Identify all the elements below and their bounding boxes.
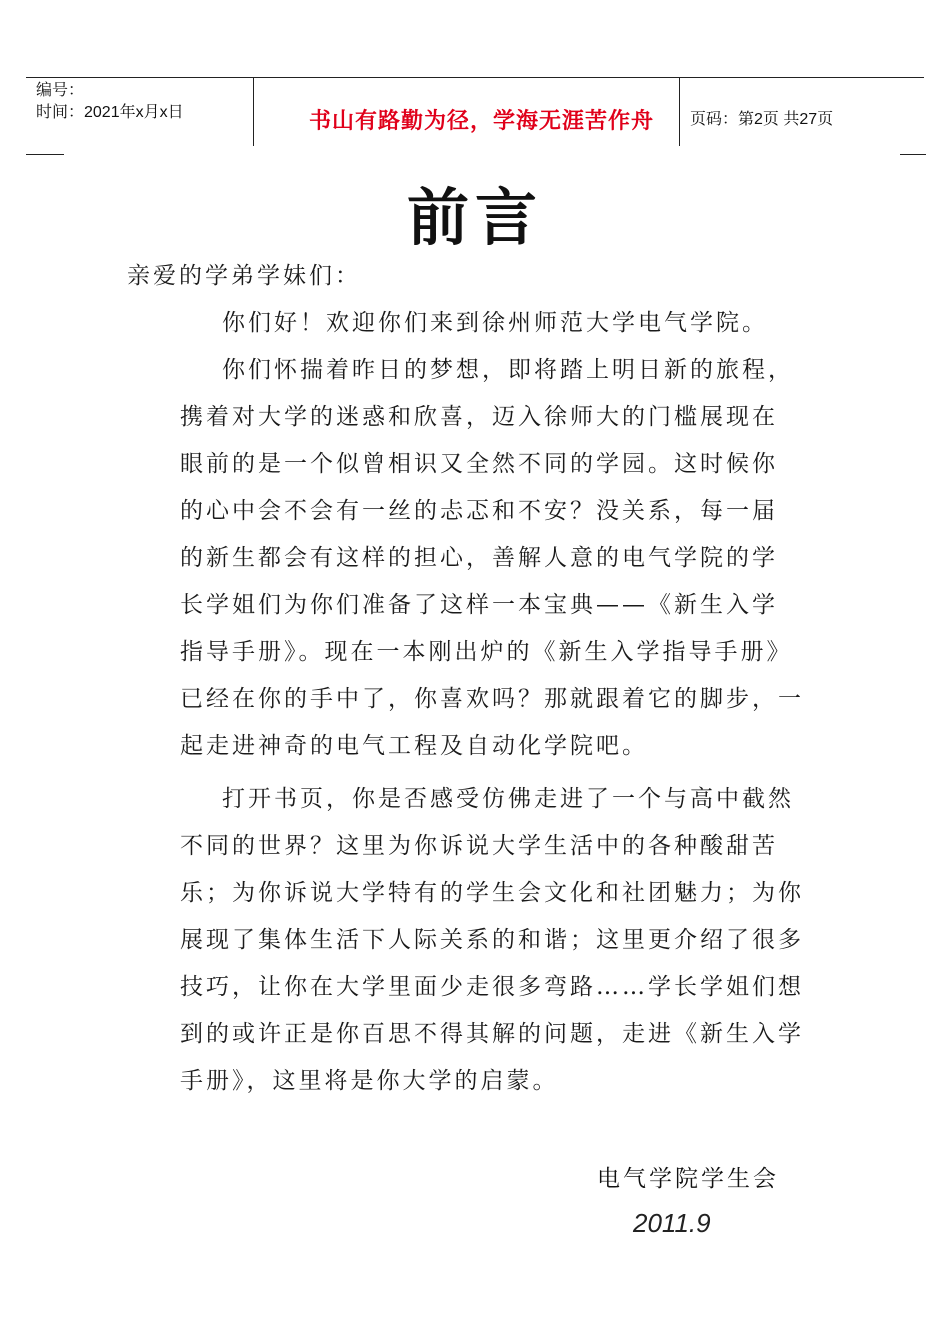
page-title: 前言 bbox=[406, 181, 543, 254]
body-line: 到的或许正是你百思不得其解的问题，走进《新生入学 bbox=[180, 1021, 804, 1047]
body-line: 手册》，这里将是你大学的启蒙。 bbox=[180, 1068, 559, 1094]
body-line: 打开书页，你是否感受仿佛走进了一个与高中截然 bbox=[222, 786, 794, 812]
signature: 电气学院学生会 bbox=[597, 1166, 779, 1192]
signature-date: 2011.9 bbox=[633, 1208, 711, 1238]
header-bar bbox=[26, 77, 924, 145]
body-line: 起走进神奇的电气工程及自动化学院吧。 bbox=[180, 733, 648, 759]
header-rule-right bbox=[900, 154, 926, 155]
body-line: 你们怀揣着昨日的梦想，即将踏上明日新的旅程， bbox=[222, 357, 794, 383]
body-line: 技巧，让你在大学里面少走很多弯路……学长学姐们想 bbox=[180, 974, 804, 1000]
body-line: 已经在你的手中了，你喜欢吗？那就跟着它的脚步，一 bbox=[180, 686, 804, 712]
body-line: 不同的世界？这里为你诉说大学生活中的各种酸甜苦 bbox=[180, 833, 778, 859]
header-motto: 书山有路勤为径，学海无涯苦作舟 bbox=[308, 109, 654, 134]
body-line: 眼前的是一个似曾相识又全然不同的学园。这时候你 bbox=[180, 451, 778, 477]
body-line: 展现了集体生活下人际关系的和谐；这里更介绍了很多 bbox=[180, 927, 804, 953]
number-label: 编号： bbox=[36, 82, 85, 99]
body-line: 携着对大学的迷惑和欣喜，迈入徐师大的门槛展现在 bbox=[180, 404, 778, 430]
body-line: 的新生都会有这样的担心，善解人意的电气学院的学 bbox=[180, 545, 778, 571]
greeting: 亲爱的学弟学妹们： bbox=[127, 263, 361, 289]
header-rule-left bbox=[26, 154, 64, 155]
body-line: 指导手册》。现在一本刚出炉的《新生入学指导手册》 bbox=[180, 639, 793, 665]
body-line: 长学姐们为你们准备了这样一本宝典——《新生入学 bbox=[180, 592, 778, 618]
header-divider bbox=[679, 78, 680, 146]
body-line: 乐；为你诉说大学特有的学生会文化和社团魅力；为你 bbox=[180, 880, 804, 906]
time-label: 时间：2021年x月x日 bbox=[36, 104, 184, 121]
header-divider bbox=[253, 78, 254, 146]
body-line: 的心中会不会有一丝的忐忑和不安？没关系，每一届 bbox=[180, 498, 778, 524]
body-line: 你们好！欢迎你们来到徐州师范大学电气学院。 bbox=[222, 310, 768, 336]
page-info: 页码：第2页 共27页 bbox=[690, 111, 834, 128]
header-meta bbox=[36, 80, 184, 124]
